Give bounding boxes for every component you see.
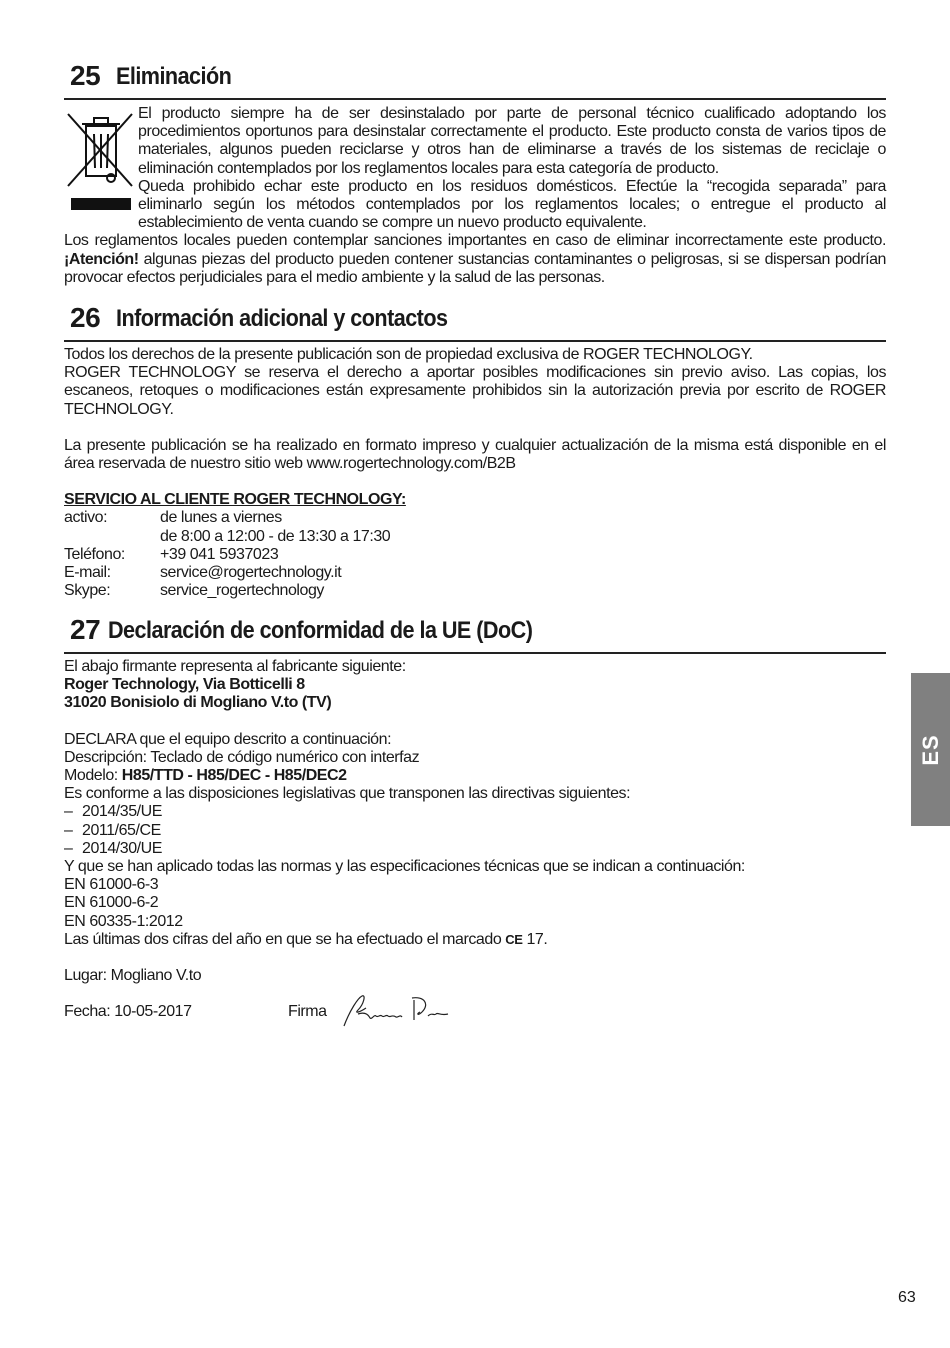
language-tab — [911, 673, 950, 826]
service-row — [64, 564, 886, 582]
paragraph — [64, 232, 886, 287]
date-sign-row — [64, 1003, 886, 1021]
service-row — [64, 528, 886, 546]
paragraph-text: Queda prohibido echar este producto en los residuos domésticos. Efectúe la “recogida separada” para eliminarlo según los métodos contemplados por los reglamentos locales; o entregue el producto al establecimiento de venta cuando se compre un nuevo producto equivalente. — [138, 177, 886, 232]
paragraph: La presente publicación se ha realizado en formato impreso y cualquier actualización de la misma está disponible en el área reservada de nuestro sitio web www.rogertechnology.com/B2B — [64, 436, 886, 473]
section-27-header — [64, 612, 886, 654]
service-row — [64, 582, 886, 600]
date: Fecha: 10-05-2017 — [64, 1003, 192, 1021]
paragraph — [64, 931, 886, 949]
directive-item: – 2014/30/UE — [64, 839, 163, 857]
service-value: service@rogertechnology.it — [160, 564, 342, 582]
norm-item: EN 60335-1:2012 — [64, 912, 183, 930]
paragraph: Es conforme a las disposiciones legislativas que transponen las directivas siguientes: — [64, 785, 631, 803]
section-25-header — [64, 58, 886, 100]
description: Descripción: Teclado de código numérico con interfaz — [64, 748, 420, 766]
norm-item: EN 61000-6-2 — [64, 894, 159, 912]
service-title: SERVICIO AL CLIENTE ROGER TECHNOLOGY: — [64, 491, 406, 509]
service-value: +39 041 5937023 — [160, 545, 279, 563]
service-key: Skype: — [64, 582, 111, 600]
directive-item: – 2014/35/UE — [64, 803, 163, 821]
paragraph: ROGER TECHNOLOGY se reserva el derecho a aportar posibles modificaciones sin previo aviso. Las copias, los escaneos, retoques o modificaciones están expresamente prohibidos sin la autorización previa por escrito de ROGER TECHNOLOGY. — [64, 364, 886, 418]
service-key: activo: — [64, 509, 108, 527]
signature — [340, 990, 450, 1030]
section-title: Declaración de conformidad de la UE (DoC) — [108, 617, 533, 644]
section-26-header — [64, 300, 886, 342]
directive: 2014/35/UE — [82, 803, 163, 821]
norm-item: EN 61000-6-3 — [64, 876, 159, 894]
model-label: Modelo: — [64, 767, 122, 785]
directive: 2014/30/UE — [82, 839, 163, 857]
directive: 2011/65/CE — [82, 821, 161, 839]
paragraph: DECLARA que el equipo descrito a continuación: — [64, 730, 392, 748]
service-key: Teléfono: — [64, 545, 125, 563]
service-value: service_rogertechnology — [160, 582, 324, 600]
place: Lugar: Mogliano V.to — [64, 967, 202, 985]
service-value: de 8:00 a 12:00 - de 13:30 a 17:30 — [160, 527, 391, 545]
section-number: 27 — [70, 614, 101, 645]
section-number: 25 — [70, 60, 101, 91]
paragraph: El abajo firmante representa al fabricante siguiente: — [64, 658, 406, 675]
language-tab-label: ES — [917, 733, 943, 766]
directive-item: – 2011/65/CE — [64, 821, 161, 839]
ce-mark: CE — [505, 931, 523, 947]
paragraph: Y que se han aplicado todas las normas y las especificaciones técnicas que se indican a continuación: — [64, 858, 745, 876]
paragraph: Todos los derechos de la presente publicación son de propiedad exclusiva de ROGER TECHNOLOGY. — [64, 346, 753, 363]
service-list — [64, 509, 886, 600]
service-key — [64, 528, 160, 546]
paragraph: El producto siempre ha de ser desinstalado por parte de personal técnico cualificado adoptando los procedimientos oportunos para desinstalar correctamente el producto. Este producto consta de varios tipos de materiales, algunos pueden reciclarse y otros han de eliminarse a través de los sistemas de reciclaje o eliminación contemplados por los reglamentos locales para esta categoría de producto. — [138, 105, 886, 177]
model-value: H85/TTD - H85/DEC - H85/DEC2 — [121, 767, 347, 785]
section-27-body — [64, 658, 886, 1021]
manufacturer-address: Roger Technology, Via Botticelli 8 — [64, 676, 305, 694]
section-title: Información adicional y contactos — [116, 305, 448, 332]
service-row — [64, 546, 886, 564]
section-number: 26 — [70, 302, 101, 333]
section-26-body — [64, 346, 886, 600]
manufacturer-address: 31020 Bonisiolo di Mogliano V.to (TV) — [64, 694, 332, 712]
paragraph-text: algunas piezas del producto pueden contener sustancias contaminantes o peligrosas, si se dispersan podrían provocar efectos perjudiciales para el medio ambiente y la salud de las personas. — [64, 250, 887, 286]
service-value: de lunes a viernes — [160, 509, 282, 527]
signature-label: Firma — [288, 1003, 327, 1021]
paragraph-text: Los reglamentos locales pueden contemplar sanciones importantes en caso de eliminar incorrectamente este producto. — [64, 232, 886, 250]
page-number: 63 — [898, 1289, 916, 1306]
paragraph-text: 17. — [526, 930, 548, 948]
service-key: E-mail: — [64, 564, 111, 582]
service-row — [64, 509, 886, 527]
section-25-body — [64, 105, 886, 287]
model-line — [64, 767, 886, 785]
section-title: Eliminación — [116, 63, 232, 90]
attention-label: ¡Atención! — [64, 250, 139, 268]
paragraph — [138, 178, 886, 233]
paragraph-text: Las últimas dos cifras del año en que se ha efectuado el marcado — [64, 930, 502, 948]
